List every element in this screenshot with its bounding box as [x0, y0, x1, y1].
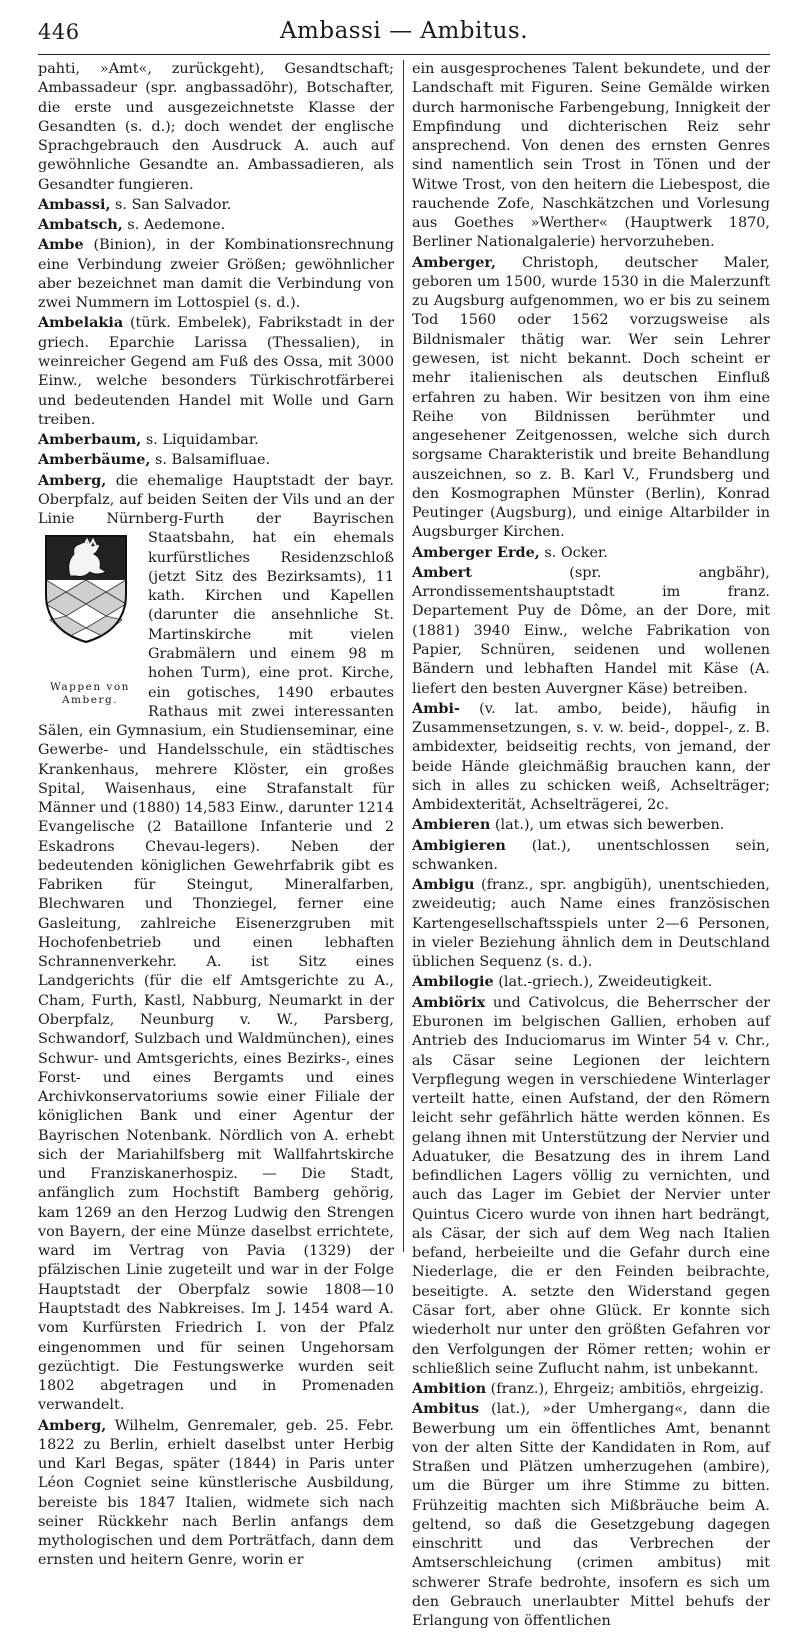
headword: Ambatsch,: [38, 216, 123, 234]
headword: Amberbäume,: [38, 451, 151, 469]
headword: Ambigu: [412, 876, 475, 894]
headword: Ambilogie: [412, 973, 494, 991]
headword: Ambigieren: [412, 836, 506, 854]
headword: Amberg,: [38, 1416, 107, 1434]
headword: Ambiörix: [412, 993, 486, 1011]
page-title: Ambassi — Ambitus.: [279, 18, 529, 44]
entry-ambiorix: Ambiörix und Cativolcus, die Beherrscher der Eburonen im belgischen Gallien, erhoben auf Antrieb des Induciomarus im Winter 54 v. Chr., als Cäsar seine Legionen der leichtern Verpflegung wegen in verschiedene Winterlager verteilt hatte, einen Aufstand, der den Römern leicht sehr gefährlich hätte werden können. Es gelang ihnen mit Unterstützung der Nervier und Aduatuker, die Besatzung des in ihrem Land befindlichen Lagers völlig zu vernichten, und auch das Lager im Gebiet der Nervier unter Quintus Cicero wurde von ihnen hart bedrängt, als Cäsar, der sich auf dem Weg nach Italien befand, herbeieilte und die Gefahr durch eine Niederlage, die er den Feinden beibrachte, beseitigte. A. setzte den Widerstand gegen Cäsar fort, aber ohne Glück. Er konnte sich wiederholt nur unter den größten Gefahren vor den Verfolgungen der Römer retten; wohin er schließlich seine Zuflucht nahm, ist unbekannt.: [412, 993, 770, 1377]
headword: Ambition: [412, 1380, 487, 1398]
left-column: [38, 60, 394, 1571]
figure-caption: Wappen von Amberg.: [50, 680, 130, 706]
right-column: [412, 60, 770, 1632]
entry-ambitus: Ambitus (lat.), »der Umhergang«, dann die Bewerbung um ein öffentliches Amt, benannt von der alten Sitte der Kandidaten in Rom, auf Straßen und Plätzen umherzugehen (ambire), um die Bürger um ihre Stimme zu bitten. Frühzeitig machten sich Mißbräuche beim A. geltend, so daß die Gesetzgebung dagegen einschritt und das Verbrechen der Amtserschleichung (crimen ambitus) mit schwerer Strafe bedrohte, insofern es sich um den Gebrauch unerlaubter Mittel behufs der Erlangung von öffentlichen: [412, 1400, 770, 1630]
amberg-coat-of-arms-icon: [40, 532, 132, 644]
headword: Amberg,: [38, 471, 107, 489]
entry-ambigu: Ambigu (franz., spr. angbigüh), unentschieden, zweideutig; auch Name eines französischen Kartengesellschaftsspiels unter 2—6 Personen, in vieler Beziehung ähnlich dem in Deutschland üblichen Sequenz (s. d.).: [412, 876, 770, 971]
entry-amberbaeume: Amberbäume, s. Balsamifluae.: [38, 451, 271, 469]
entry-ambassi: Ambassi, s. San Salvador.: [38, 195, 232, 213]
entry-ambelakia: Ambelakia (türk. Embelek), Fabrikstadt in der griech. Eparchie Larissa (Thessalien), in weinreicher Gegend am Fuß des Ossa, mit 3000 Einw., welche besonders Türkischrotfärberei und bedeutenden Handel mit Wolle und Garn treiben.: [38, 314, 394, 428]
entry-ambilogie: Ambilogie (lat.-griech.), Zweideutigkeit.: [412, 973, 713, 991]
entry-amberg-wilhelm: Amberg, Wilhelm, Genremaler, geb. 25. Febr. 1822 zu Berlin, erhielt daselbst unter Herbig und Karl Begas, später (1844) in Paris unter Léon Cogniet seine künstlerische Ausbildung, bereiste bis 1847 Italien, widmete sich nach seiner Rückkehr nach Berlin anfangs dem mythologischen und dem Porträtfach, dann dem ernsten und heitern Genre, worin er: [38, 1416, 394, 1569]
entry-amberbaum: Amberbaum, s. Liquidambar.: [38, 431, 259, 449]
entry-ambition: Ambition (franz.), Ehrgeiz; ambitiös, ehrgeizig.: [412, 1380, 764, 1398]
entry-amberg-city-text: ehemals kurfürstliches Residenzschloß (jetzt Sitz des Bezirksamts), 11 kath. Kirchen und Kapellen (darunter die ansehnliche St. Martinskirche mit vielen Grabmälern und einem 98 m hohen Turm), eine prot. Kirche, ein gotisches, 1490 erbautes Rathaus mit zwei interessanten Sälen, ein Gymnasium, ein Studienseminar, eine Gewerbe- und Handelsschule, ein städtisches Krankenhaus, mehrere Klöster, ein großes Spital, Waisenhaus, eine Strafanstalt für Männer und (1880) 14,583 Einw., darunter 1214 Evangelische (2 Bataillone Infanterie und 2 Eskadrons Chevau-legers). Neben der bedeutenden königlichen Gewehrfabrik gibt es Fabriken für Steingut, Mineralfarben, Blechwaren und Thonziegel, ferner eine Gasleitung, zahlreiche Eisenerzgruben mit Hochofenbetrieb und einen lebhaften Schrannenverkehr. A. ist Sitz eines Landgerichts (für die elf Amtsgerichte zu A., Cham, Furth, Kastl, Nabburg, Neumarkt in der Oberpfalz, Neunburg v. W., Parsberg, Schwandorf, Sulzbach und Waldmünchen), eines Schwur- und Amtsgerichts, eines Bezirks-, eines Forst- und eines Bergamts und eines Archivkonservatoriums sowie einer Filiale der königlichen Bank und einer Agentur der Bayrischen Notenbank. Nördlich von A. erhebt sich der Mariahilfsberg mit Wallfahrtskirche und Franziskanerhospiz. — Die Stadt, anfänglich zum Hochstift Bamberg gehörig, kam 1269 an den Herzog Ludwig den Strengen von Bayern, der eine Münze daselbst errichtete, ward im Vertrag von Pavia (1329) der pfälzischen Linie zugeteilt und war in der Folge Hauptstadt der Oberpfalz sowie 1808—10 Hauptstadt des Nabkreises. Im J. 1454 ward A. vom Kurfürsten Friedrich I. von der Pfalz eingenommen und für seinen Ungehorsam gezüchtigt. Die Festungswerke wurden seit 1802 abgetragen und in Promenaden verwandelt.: [38, 530, 394, 1414]
entry-amberg-wilhelm-cont: ein ausgesprochenes Talent bekundete, und der Landschaft mit Figuren. Seine Gemälde wirken durch harmonische Farbengebung, Innigkeit der Empfindung und dichterischen Reiz sehr ansprechend. Von denen des ernsten Genres sind namentlich sein Trost in Tönen und der Witwe Trost, von den heitern die Liebespost, die rauchende Zofe, Naschkätzchen und Vorlesung aus Goethes »Werther« (Hauptwerk 1870, Berliner Nationalgalerie) hervorzuheben.: [412, 61, 770, 251]
page-header: [38, 18, 770, 52]
coat-of-arms-figure: [38, 532, 142, 706]
entry-ambieren: Ambieren (lat.), um etwas sich bewerben.: [412, 816, 725, 834]
headword: Amberger,: [412, 253, 496, 271]
headword: Ambelakia: [38, 314, 124, 332]
entry-ambi: Ambi- (v. lat. ambo, beide), häufig in Zusammensetzungen, s. v. w. beid-, doppel-, z. B. ambidexter, beidseitig rechts, von jemand, der beide Hände gleichmäßig brauchen kann, der sich in alles zu schicken weiß, Achselträger; Ambidexterität, Achselträgerei, 2c.: [412, 699, 770, 814]
headword: Ambert: [412, 563, 472, 581]
headword: Ambieren: [412, 816, 491, 834]
entry-ambert: Ambert (spr. angbähr), Arrondissementshauptstadt im franz. Departement Puy de Dôme, an der Dore, mit (1881) 3940 Einw., welche Fabrikation von Papier, Schnüren, seidenen und wollenen Bändern und lebhaften Handel mit Käse (A. liefert den besten Auvergner Käse) betreiben.: [412, 563, 770, 697]
entry-ambatsch: Ambatsch, s. Aedemone.: [38, 216, 226, 234]
page-number: 446: [38, 20, 80, 44]
entry-amberg-city: Amberg, die ehemalige Hauptstadt der bayr. Oberpfalz, auf beiden Seiten der Vils und an der Linie Nürnberg-Furth der Bayrischen Staatsbahn, hat ein Wappen von Amberg. ehemals kurfürstliches Residenzschloß (jetzt Sitz des Bezirksamts), 11 kath. Kirchen und Kapellen (darunter die ansehnliche St. Martinskirche mit vielen Grabmälern und einem 98 m hohen Turm), eine prot. Kirche, ein gotisches, 1490 erbautes Rathaus mit zwei interessanten Sälen, ein Gymnasium, ein Studienseminar, eine Gewerbe- und Handelsschule, ein städtisches Krankenhaus, mehrere Klöster, ein großes Spital, Waisenhaus, eine Strafanstalt für Männer und (1880) 14,583 Einw., darunter 1214 Evangelische (2 Bataillone Infanterie und 2 Eskadrons Chevau-legers). Neben der bedeutenden königlichen Gewehrfabrik gibt es Fabriken für Steingut, Mineralfarben, Blechwaren und Thonziegel, ferner eine Gasleitung, zahlreiche Eisenerzgruben mit Hochofenbetrieb und einen lebhaften Schrannenverkehr. A. ist Sitz eines Landgerichts (für die elf Amtsgerichte zu A., Cham, Furth, Kastl, Nabburg, Neumarkt in der Oberpfalz, Neunburg v. W., Parsberg, Schwandorf, Sulzbach und Waldmünchen), eines Schwur- und Amtsgerichts, eines Bezirks-, eines Forst- und eines Bergamts und eines Archivkonservatoriums sowie einer Filiale der königlichen Bank und einer Agentur der Bayrischen Notenbank. Nördlich von A. erhebt sich der Mariahilfsberg mit Wallfahrtskirche und Franziskanerhospiz. — Die Stadt, anfänglich zum Hochstift Bamberg gehörig, kam 1269 an den Herzog Ludwig den Strengen von Bayern, der eine Münze daselbst errichtete, ward im Vertrag von Pavia (1329) der pfälzischen Linie zugeteilt und war in der Folge Hauptstadt der Oberpfalz sowie 1808—10 Hauptstadt des Nabkreises. Im J. 1454 ward A. vom Kurfürsten Friedrich I. von der Pfalz eingenommen und für seinen Ungehorsam gezüchtigt. Die Festungswerke wurden seit 1802 abgetragen und in Promenaden verwandelt.: [38, 471, 394, 1414]
headword: Amberger Erde,: [412, 543, 540, 561]
entry-ambe: Ambe (Binion), in der Kombinationsrechnung eine Verbindung zweier Größen; gewöhnlicher aber bezeichnet man damit die Verbindung von zwei Nummern im Lottospiel (s. d.).: [38, 236, 394, 312]
headword: Amberbaum,: [38, 431, 142, 449]
headword: Ambi-: [412, 699, 460, 717]
header-rule: [38, 54, 770, 55]
column-divider: [403, 60, 404, 1252]
entry-amberger-erde: Amberger Erde, s. Ocker.: [412, 543, 608, 561]
entry-ambigieren: Ambigieren (lat.), unentschlossen sein, schwanken.: [412, 836, 770, 873]
headword: Ambassi,: [38, 195, 111, 213]
entry-amberger: Amberger, Christoph, deutscher Maler, geboren um 1500, wurde 1530 in die Malerzunft zu Augsburg aufgenommen, wo er bis zu seinem Tod 1560 oder 1562 vorzugsweise als Bildnismaler thätig war. Wer sein Lehrer gewesen, ist nicht bekannt. Doch scheint er mehr italienischen als deutschen Einfluß erfahren zu haben. Wir besitzen von ihm eine Reihe von Bildnissen berühmter und angesehener Zeitgenossen, welche sich durch sorgsame Charakteristik und breite Behandlung auszeichnen, so z. B. Karl V., Frundsberg und den Kosmographen Münster (Berlin), Konrad Peutinger (Augsburg), und einige Altarbilder in Augsburger Kirchen.: [412, 253, 770, 541]
entry-ambassade-cont: pahti, »Amt«, zurückgeht), Gesandtschaft; Ambassadeur (spr. angbassadöhr), Botschafter, die erste und ausgezeichnetste Klasse der Gesandten (s. d.); doch wendet der englische Sprachgebrauch den Ausdruck A. auch auf gewöhnliche Gesandte an. Ambassadieren, als Gesandter fungieren.: [38, 61, 394, 193]
headword: Ambe: [38, 236, 84, 254]
headword: Ambitus: [412, 1400, 480, 1418]
